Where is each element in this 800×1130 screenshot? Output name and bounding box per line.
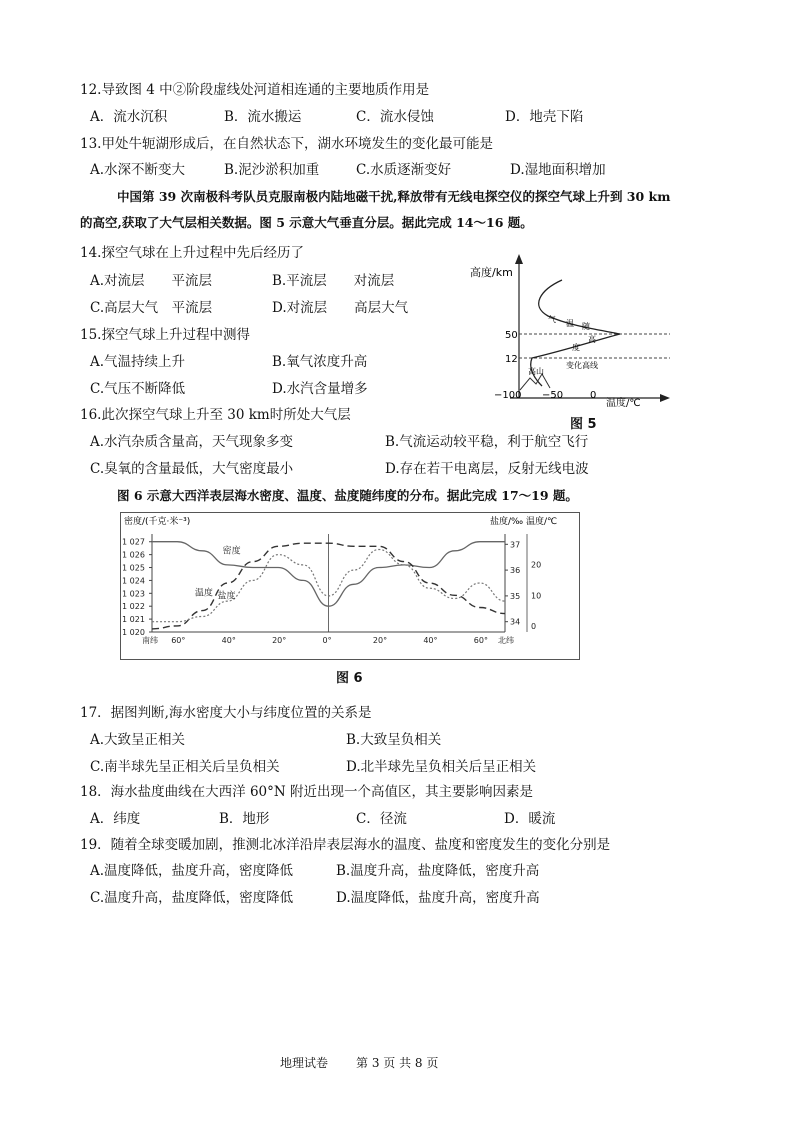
footer-subject: 地理试卷: [280, 1056, 329, 1070]
q18-option-c: C．径流: [356, 811, 407, 827]
temp-tick-label: 10: [531, 591, 542, 601]
x-tick-label: 20°: [372, 636, 388, 645]
q13-option-a: A.水深不断变大: [90, 162, 186, 178]
fig5-y-label: 高度/km: [470, 266, 513, 279]
q19-option-a: A.温度降低，盐度升高，密度降低: [90, 863, 294, 879]
curve-text-bianhua: 变化高线: [566, 361, 598, 370]
q16-option-b: B.气流运动较平稳，利于航空飞行: [385, 434, 589, 450]
q12-option-c: C．流水侵蚀: [356, 109, 434, 125]
salinity-tick-label: 36: [510, 566, 521, 576]
x-tick-label: 40°: [221, 636, 236, 645]
q17-option-b: B.大致呈负相关: [346, 732, 442, 748]
q12-option-d: D．地壳下陷: [505, 109, 584, 125]
q14-option-b: B.平流层 对流层: [272, 273, 395, 289]
q12-option-b: B．流水搬运: [224, 109, 302, 125]
q15-option-a: A.气温持续上升: [90, 354, 186, 370]
curve-text-wen: 温: [566, 319, 574, 328]
x-tick-label: 20°: [272, 636, 287, 645]
question-17-stem: 17．据图判断,海水密度大小与纬度位置的关系是: [80, 705, 372, 721]
q16-option-c: C.臭氧的含量最低，大气密度最小: [90, 461, 294, 477]
density-tick-label: 1 025: [122, 563, 145, 573]
density-tick-label: 1 022: [122, 602, 145, 612]
density-tick-label: 1 023: [122, 589, 145, 599]
q17-option-d: D.北半球先呈负相关后呈正相关: [346, 759, 537, 775]
curve-text-sui: 随: [582, 322, 590, 331]
x-tick-label: 南纬: [142, 636, 158, 645]
salinity-tick-label: 37: [510, 540, 521, 550]
question-19-stem: 19．随着全球变暖加剧，推测北冰洋沿岸表层海水的温度、盐度和密度发生的变化分别是: [80, 837, 611, 853]
temperature-series-label: 温度: [194, 588, 213, 599]
fig5-ytick-50: 50: [505, 330, 518, 341]
x-tick-label: 北纬: [497, 636, 514, 645]
density-tick-label: 1 024: [122, 576, 145, 586]
x-axis-arrow: [660, 394, 670, 402]
q18-option-b: B．地形: [219, 811, 270, 827]
density-series-label: 密度: [222, 546, 241, 557]
fig5-x-label: 温度/℃: [606, 398, 641, 409]
figure-5-atmosphere-diagram: [470, 250, 690, 410]
q19-option-c: C.温度升高，盐度降低，密度降低: [90, 890, 294, 906]
density-tick-label: 1 026: [122, 550, 145, 560]
salinity-tick-label: 34: [510, 617, 521, 627]
q13-option-c: C.水质逐渐变好: [356, 162, 452, 178]
intro-text-2: 的高空,获取了大气层相关数据。图 5 示意大气垂直分层。据此完成 14～16 题。: [80, 215, 533, 230]
x-tick-label: 40°: [423, 636, 438, 645]
q12-option-a: A．流水沉积: [90, 109, 168, 125]
salinity-tick-label: 35: [510, 591, 521, 601]
q15-option-b: B.氧气浓度升高: [272, 354, 368, 370]
left-axis-title: 密度/(千克·米⁻³): [124, 517, 191, 527]
mountain-label: 高山: [528, 367, 544, 376]
q16-option-d: D.存在若干电离层，反射无线电波: [385, 461, 589, 477]
fig5-xtick-0: 0: [590, 390, 597, 401]
x-tick-label: 60°: [473, 636, 488, 645]
q13-option-d: D.湿地面积增加: [510, 162, 606, 178]
q19-option-d: D.温度降低，盐度升高，密度升高: [336, 890, 540, 906]
q15-option-c: C.气压不断降低: [90, 381, 186, 397]
footer-page-number: 第 3 页 共 8 页: [356, 1056, 439, 1070]
density-tick-label: 1 021: [122, 615, 145, 625]
question-13-stem: 13.甲处牛轭湖形成后，在自然状态下，湖水环境发生的变化最可能是: [80, 136, 493, 152]
q17-option-a: A.大致呈正相关: [90, 732, 186, 748]
x-tick-label: 60°: [171, 636, 186, 645]
q17-option-c: C.南半球先呈正相关后呈负相关: [90, 759, 280, 775]
intro-text-3: 图 6 示意大西洋表层海水密度、温度、盐度随纬度的分布。据此完成 17～19 题。: [117, 488, 578, 503]
question-12-stem: 12.导致图 4 中②阶段虚线处河道相连通的主要地质作用是: [80, 82, 430, 98]
q18-option-d: D．暖流: [504, 811, 556, 827]
fig5-xtick-neg100: −100: [494, 390, 522, 401]
question-16-stem: 16.此次探空气球上升至 30 km时所处大气层: [80, 407, 351, 423]
temp-tick-label: 20: [531, 560, 542, 570]
fig5-xtick-neg50: −50: [542, 390, 564, 401]
curve-text-du: 度: [572, 343, 580, 352]
x-tick-label: 0°: [322, 636, 332, 645]
temp-tick-label: 0: [531, 621, 537, 631]
q13-option-b: B.泥沙淤积加重: [224, 162, 320, 178]
q19-option-b: B.温度升高，盐度降低，密度升高: [336, 863, 540, 879]
y-axis-arrow: [515, 254, 523, 264]
q14-option-d: D.对流层 高层大气: [272, 300, 409, 316]
temperature-curve: [531, 280, 620, 386]
figure-6-caption: 图 6: [336, 671, 363, 686]
figure-5-caption: 图 5: [570, 417, 597, 432]
right-axis-title: 盐度/‰ 温度/℃: [490, 517, 558, 527]
q16-option-a: A.水汽杂质含量高，天气现象多变: [90, 434, 294, 450]
question-15-stem: 15.探空气球上升过程中测得: [80, 327, 250, 343]
q14-option-a: A.对流层 平流层: [90, 273, 213, 289]
salinity-series-label: 盐度: [217, 591, 236, 602]
density-tick-label: 1 020: [122, 628, 145, 637]
intro-text-1: 中国第 39 次南极科考队员克服南极内陆地磁干扰,释放带有无线电探空仪的探空气球上升到 30 km: [117, 189, 671, 204]
q15-option-d: D.水汽含量增多: [272, 381, 368, 397]
fig5-ytick-12: 12: [505, 354, 518, 365]
curve-text-gao: 高: [588, 335, 596, 344]
question-18-stem: 18．海水盐度曲线在大西洋 60°N 附近出现一个高值区，其主要影响因素是: [80, 784, 534, 800]
q14-option-c: C.高层大气 平流层: [90, 300, 213, 316]
curve-text-qi: 气: [548, 315, 556, 324]
question-14-stem: 14.探空气球在上升过程中先后经历了: [80, 245, 304, 261]
q18-option-a: A．纬度: [90, 811, 141, 827]
density-tick-label: 1 027: [122, 537, 145, 547]
figure-6-chart: [120, 512, 580, 660]
